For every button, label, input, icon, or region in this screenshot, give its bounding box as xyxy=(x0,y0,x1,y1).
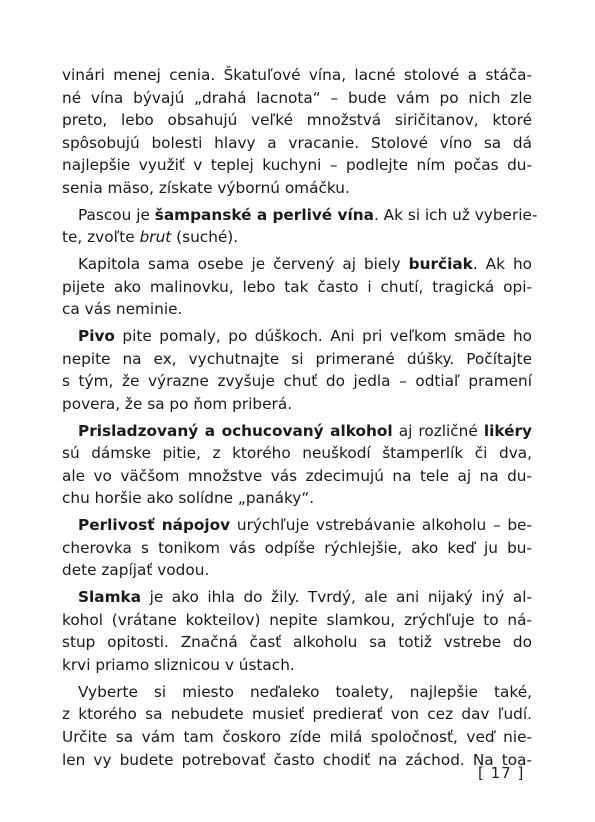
text-run: (suché). xyxy=(171,228,239,247)
text-line xyxy=(62,64,532,87)
text-line xyxy=(62,226,532,249)
text-line xyxy=(62,586,532,609)
bold-term: Perlivosť nápojov xyxy=(78,516,231,535)
paragraph xyxy=(62,681,532,771)
text-run: aj rozličné xyxy=(392,421,484,440)
text-run: s tým, že výrazne zvyšuje chuť do jedla – odtiaľ pramení xyxy=(62,372,532,391)
text-line xyxy=(62,370,532,393)
text-run: urýchľuje vstrebávanie alkoholu – be- xyxy=(230,516,532,535)
text-line xyxy=(62,681,532,704)
text-run: spôsobujú bolesti hlavy a vracanie. Stolové víno sa dá xyxy=(62,133,532,152)
bold-term: šampanské a perlivé vína xyxy=(154,205,374,224)
text-line xyxy=(62,514,532,537)
text-run: ca vás neminie. xyxy=(62,300,183,319)
text-run: z ktorého sa nebudete musieť predierať von cez dav ľudí. xyxy=(62,705,532,724)
text-line xyxy=(62,276,532,299)
text-line xyxy=(62,109,532,132)
text-run: kohol (vrátane kokteilov) nepite slamkou, zrýchľuje to ná- xyxy=(62,610,532,629)
text-run: te, zvoľte xyxy=(62,228,140,247)
text-line xyxy=(62,749,532,772)
text-run: pite pomaly, po dúškoch. Ani pri veľkom smäde ho xyxy=(114,327,532,346)
text-line xyxy=(62,726,532,749)
text-run: sú dámske pitie, z ktorého neuškodí štamperlík či dva, xyxy=(62,444,532,463)
text-run: senia mäso, získate výbornú omáčku. xyxy=(62,178,350,197)
paragraph xyxy=(62,420,532,510)
text-run: chu horšie ako solídne „panáky“. xyxy=(62,489,315,508)
italic-term: brut xyxy=(139,228,172,247)
text-run: Kapitola sama osebe je červený aj biely xyxy=(78,255,409,274)
text-line xyxy=(62,487,532,510)
text-run: je ako ihla do žily. Tvrdý, ale ani nijaký iný al- xyxy=(141,588,532,607)
text-run: Vyberte si miesto neďaleko toalety, najlepšie také, xyxy=(78,682,532,701)
text-run: vinári menej cenia. Škatuľové vína, lacné stolové a stáča- xyxy=(62,66,532,84)
text-run: . Ak ho xyxy=(472,255,533,274)
text-line xyxy=(62,654,532,677)
text-line xyxy=(62,442,532,465)
paragraph xyxy=(62,586,532,676)
paragraph xyxy=(62,204,538,249)
text-line xyxy=(62,154,532,177)
text-line xyxy=(62,631,532,654)
text-line xyxy=(62,132,532,155)
text-line xyxy=(62,609,532,632)
text-line xyxy=(62,393,532,416)
text-line xyxy=(62,559,532,582)
text-line xyxy=(62,177,532,200)
bold-term: Slamka xyxy=(78,588,142,607)
text-run: pijete ako malinovku, lebo tak často i chutí, tragická opi- xyxy=(62,277,532,296)
text-line xyxy=(62,537,532,560)
paragraph xyxy=(62,325,532,415)
bold-term: burčiak xyxy=(408,255,473,274)
paragraph xyxy=(62,64,532,200)
text-line xyxy=(62,204,538,227)
text-line xyxy=(62,298,532,321)
text-run: nepite na ex, vychutnajte si primerané dúšky. Počítajte xyxy=(62,349,532,368)
text-run: ale vo väčšom množstve vás zdecimujú na tele aj na du- xyxy=(62,466,532,485)
text-run: len vy budete potrebovať často chodiť na záchod. Na toa- xyxy=(62,750,532,769)
text-run: né vína bývajú „drahá lacnota“ – bude vám po nich zle xyxy=(62,88,532,107)
text-line xyxy=(62,325,532,348)
text-run: najlepšie využiť v teplej kuchyni – podlejte ním počas du- xyxy=(62,156,532,175)
text-line xyxy=(62,87,532,110)
text-run: preto, lebo obsahujú veľké množstvá siričitanov, ktoré xyxy=(62,111,532,130)
text-line xyxy=(62,348,532,371)
text-run: cherovka s tonikom vás odpíše rýchlejšie, ako keď ju bu- xyxy=(62,538,532,557)
text-run: Pascou je xyxy=(78,205,155,224)
text-line xyxy=(62,703,532,726)
page-body xyxy=(62,64,538,775)
text-run: stup opitosti. Značná časť alkoholu sa totiž vstrebe do xyxy=(62,633,532,652)
page-number: [ 17 ] xyxy=(478,764,525,782)
text-run: Určite sa vám tam čoskoro zíde milá spoločnosť, veď nie- xyxy=(62,727,532,746)
paragraph xyxy=(62,514,532,582)
text-line xyxy=(62,420,532,443)
bold-term: Prisladzovaný a ochucovaný alkohol xyxy=(78,421,393,440)
bold-term: likéry xyxy=(483,421,532,440)
text-run: dete zapíjať vodou. xyxy=(62,561,210,580)
text-run: krvi priamo sliznicou v ústach. xyxy=(62,655,295,674)
text-line xyxy=(62,465,532,488)
text-run: . Ak si ich už vyberie- xyxy=(373,205,538,224)
paragraph xyxy=(62,253,532,321)
text-line xyxy=(62,253,532,276)
text-run: povera, že sa po ňom priberá. xyxy=(62,394,293,413)
bold-term: Pivo xyxy=(78,327,115,346)
